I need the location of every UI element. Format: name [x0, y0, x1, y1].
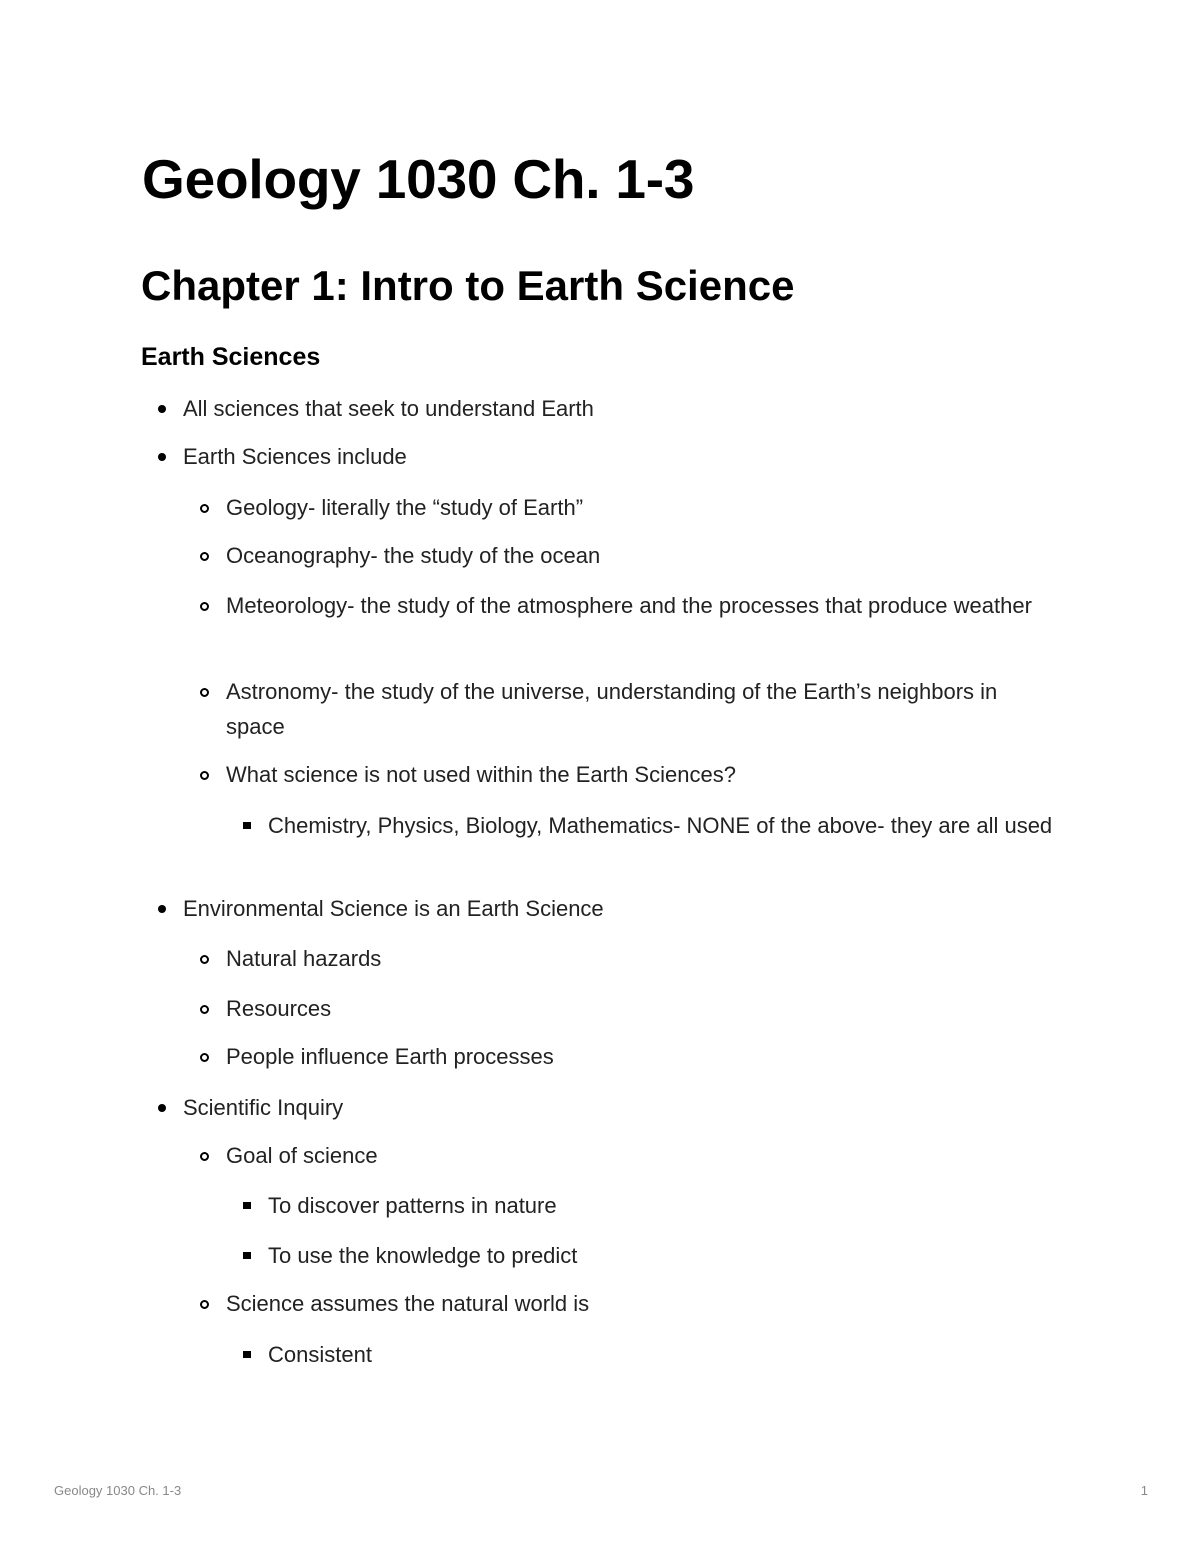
bullet-square-icon [243, 1351, 251, 1358]
list-item-text: Meteorology- the study of the atmosphere and the processes that produce weather [226, 593, 1032, 618]
list-item [226, 941, 1056, 976]
bullet-disc-icon [158, 1104, 166, 1112]
bullet-disc-icon [158, 405, 166, 413]
list-item-text: To use the knowledge to predict [268, 1243, 578, 1268]
list-item-text: Science assumes the natural world is [226, 1291, 590, 1316]
list-item-text: Chemistry, Physics, Biology, Mathematics- NONE of the above- they are all used [268, 813, 1053, 838]
chapter-title: Chapter 1: Intro to Earth Science [141, 262, 795, 309]
bullet-circle-icon [200, 602, 209, 611]
bullet-circle-icon [200, 1053, 209, 1062]
list-item [268, 1337, 1058, 1372]
bullet-square-icon [243, 822, 251, 829]
list-item [268, 1238, 1058, 1273]
list-item [183, 391, 1053, 426]
bullet-circle-icon [200, 688, 209, 697]
list-item [226, 490, 1056, 525]
list-item [226, 991, 1056, 1026]
bullet-circle-icon [200, 1152, 209, 1161]
list-item-text: Geology- literally the “study of Earth” [226, 495, 584, 520]
list-item-text: To discover patterns in nature [268, 1193, 557, 1218]
bullet-circle-icon [200, 1300, 209, 1309]
bullet-circle-icon [200, 955, 209, 964]
list-item [268, 808, 1058, 843]
list-item [226, 538, 1056, 573]
bullet-circle-icon [200, 771, 209, 780]
list-item-text: Goal of science [226, 1143, 378, 1168]
list-item-text: Natural hazards [226, 946, 382, 971]
list-item-text: Resources [226, 996, 332, 1021]
list-item-text: People influence Earth processes [226, 1044, 554, 1069]
list-item [183, 439, 1053, 474]
bullet-disc-icon [158, 453, 166, 461]
bullet-circle-icon [200, 552, 209, 561]
document-title: Geology 1030 Ch. 1-3 [142, 148, 695, 210]
footer-page-number: 1 [1140, 1483, 1148, 1498]
list-item-text: Environmental Science is an Earth Science [183, 896, 604, 921]
list-item [183, 1090, 1053, 1125]
list-item-text: Scientific Inquiry [183, 1095, 344, 1120]
list-item [226, 588, 1056, 623]
list-item-text: All sciences that seek to understand Earth [183, 396, 594, 421]
section-title: Earth Sciences [141, 343, 321, 371]
list-item-text: What science is not used within the Earth Sciences? [226, 762, 736, 787]
list-item [226, 1039, 1056, 1074]
list-item-text: Earth Sciences include [183, 444, 407, 469]
bullet-square-icon [243, 1202, 251, 1209]
bullet-disc-icon [158, 905, 166, 913]
list-item [268, 1188, 1058, 1223]
list-item [226, 1286, 1056, 1321]
list-item-text: Consistent [268, 1342, 372, 1367]
list-item-text: Oceanography- the study of the ocean [226, 543, 601, 568]
bullet-square-icon [243, 1252, 251, 1259]
bullet-circle-icon [200, 1005, 209, 1014]
list-item [226, 757, 1056, 792]
list-item [226, 674, 1056, 744]
list-item [183, 891, 1053, 926]
bullet-circle-icon [200, 504, 209, 513]
list-item-text: Astronomy- the study of the universe, understanding of the Earth’s neighbors in space [226, 679, 998, 739]
footer-document-title: Geology 1030 Ch. 1-3 [54, 1483, 182, 1498]
list-item [226, 1138, 1056, 1173]
